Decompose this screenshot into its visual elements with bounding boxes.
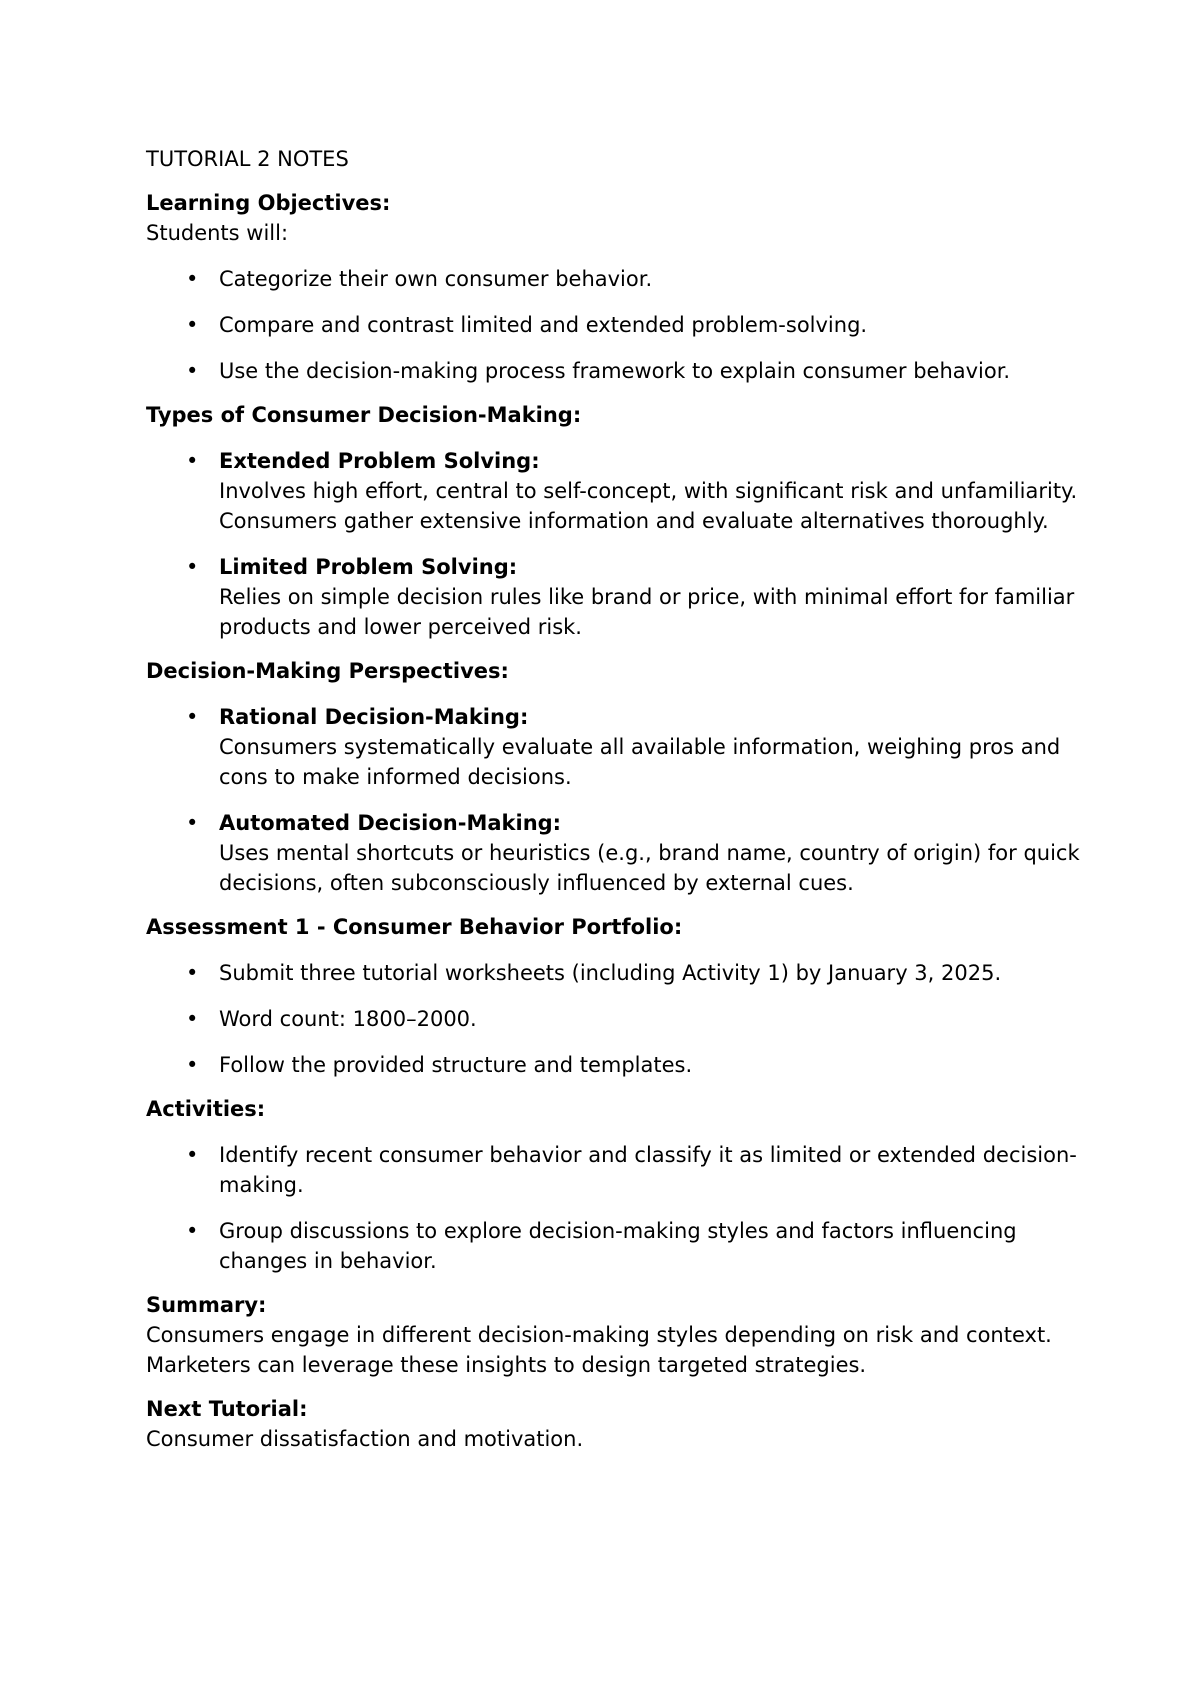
bullet-icon: • bbox=[186, 1143, 199, 1167]
list-item bbox=[146, 1050, 1086, 1080]
list-item-text: Use the decision-making process framework to explain consumer behavior. bbox=[219, 359, 1011, 383]
list-item-text: Group discussions to explore decision-making styles and factors influencing changes in behavior. bbox=[219, 1219, 1017, 1273]
list-item-text: Identify recent consumer behavior and classify it as limited or extended decision-making. bbox=[219, 1143, 1077, 1197]
document-page bbox=[146, 144, 1086, 1468]
list-item bbox=[146, 1140, 1086, 1200]
bullet-icon: • bbox=[186, 555, 199, 579]
next-tutorial-text: Consumer dissatisfaction and motivation. bbox=[146, 1427, 584, 1451]
section-heading: Types of Consumer Decision-Making: bbox=[146, 403, 582, 427]
list-item-text: Involves high effort, central to self-concept, with significant risk and unfamiliarity. Consumers gather extensive information and evaluate alternatives thoroughly. bbox=[219, 479, 1078, 533]
list-item bbox=[146, 702, 1086, 792]
list-item-text: Consumers systematically evaluate all available information, weighing pros and cons to make informed decisions. bbox=[219, 735, 1061, 789]
list-item bbox=[146, 1216, 1086, 1276]
section-activities bbox=[146, 1094, 1086, 1276]
section-decision-making-perspectives bbox=[146, 656, 1086, 898]
list-item-title: Extended Problem Solving: bbox=[219, 449, 540, 473]
list-item bbox=[146, 552, 1086, 642]
section-heading: Decision-Making Perspectives: bbox=[146, 659, 509, 683]
list-item-text: Follow the provided structure and templates. bbox=[219, 1053, 693, 1077]
list-item-title: Automated Decision-Making: bbox=[219, 811, 562, 835]
bullet-icon: • bbox=[186, 1053, 199, 1077]
list-item-text: Relies on simple decision rules like brand or price, with minimal effort for familiar products and lower perceived risk. bbox=[219, 585, 1075, 639]
list-item bbox=[146, 264, 1086, 294]
list-item-text: Submit three tutorial worksheets (including Activity 1) by January 3, 2025. bbox=[219, 961, 1002, 985]
list-item-title: Rational Decision-Making: bbox=[219, 705, 529, 729]
section-heading: Activities: bbox=[146, 1097, 266, 1121]
section-learning-objectives bbox=[146, 188, 1086, 386]
section-heading: Assessment 1 - Consumer Behavior Portfolio: bbox=[146, 915, 683, 939]
bullet-icon: • bbox=[186, 811, 199, 835]
bullet-icon: • bbox=[186, 313, 199, 337]
list-item bbox=[146, 1004, 1086, 1034]
summary-text: Consumers engage in different decision-making styles depending on risk and context. Marketers can leverage these insights to design targeted strategies. bbox=[146, 1323, 1052, 1377]
list-item bbox=[146, 356, 1086, 386]
assessment-list bbox=[146, 958, 1086, 1080]
list-item bbox=[146, 808, 1086, 898]
list-item bbox=[146, 446, 1086, 536]
list-item-text: Compare and contrast limited and extended problem-solving. bbox=[219, 313, 868, 337]
list-item-text: Categorize their own consumer behavior. bbox=[219, 267, 653, 291]
list-item-text: Word count: 1800–2000. bbox=[219, 1007, 477, 1031]
section-types-of-decision-making bbox=[146, 400, 1086, 642]
list-item-title: Limited Problem Solving: bbox=[219, 555, 518, 579]
section-heading: Next Tutorial: bbox=[146, 1397, 308, 1421]
types-list bbox=[146, 446, 1086, 642]
list-item bbox=[146, 958, 1086, 988]
list-item bbox=[146, 310, 1086, 340]
section-heading: Learning Objectives: bbox=[146, 191, 391, 215]
document-title: TUTORIAL 2 NOTES bbox=[146, 147, 349, 171]
bullet-icon: • bbox=[186, 449, 199, 473]
section-assessment bbox=[146, 912, 1086, 1080]
section-next-tutorial bbox=[146, 1394, 1086, 1454]
bullet-icon: • bbox=[186, 961, 199, 985]
list-item-text: Uses mental shortcuts or heuristics (e.g., brand name, country of origin) for quick decisions, often subconsciously influenced by external cues. bbox=[219, 841, 1080, 895]
objectives-list bbox=[146, 264, 1086, 386]
activities-list bbox=[146, 1140, 1086, 1276]
objectives-intro: Students will: bbox=[146, 221, 289, 245]
bullet-icon: • bbox=[186, 267, 199, 291]
section-heading: Summary: bbox=[146, 1293, 267, 1317]
perspectives-list bbox=[146, 702, 1086, 898]
bullet-icon: • bbox=[186, 705, 199, 729]
bullet-icon: • bbox=[186, 1007, 199, 1031]
section-summary bbox=[146, 1290, 1086, 1380]
bullet-icon: • bbox=[186, 1219, 199, 1243]
bullet-icon: • bbox=[186, 359, 199, 383]
